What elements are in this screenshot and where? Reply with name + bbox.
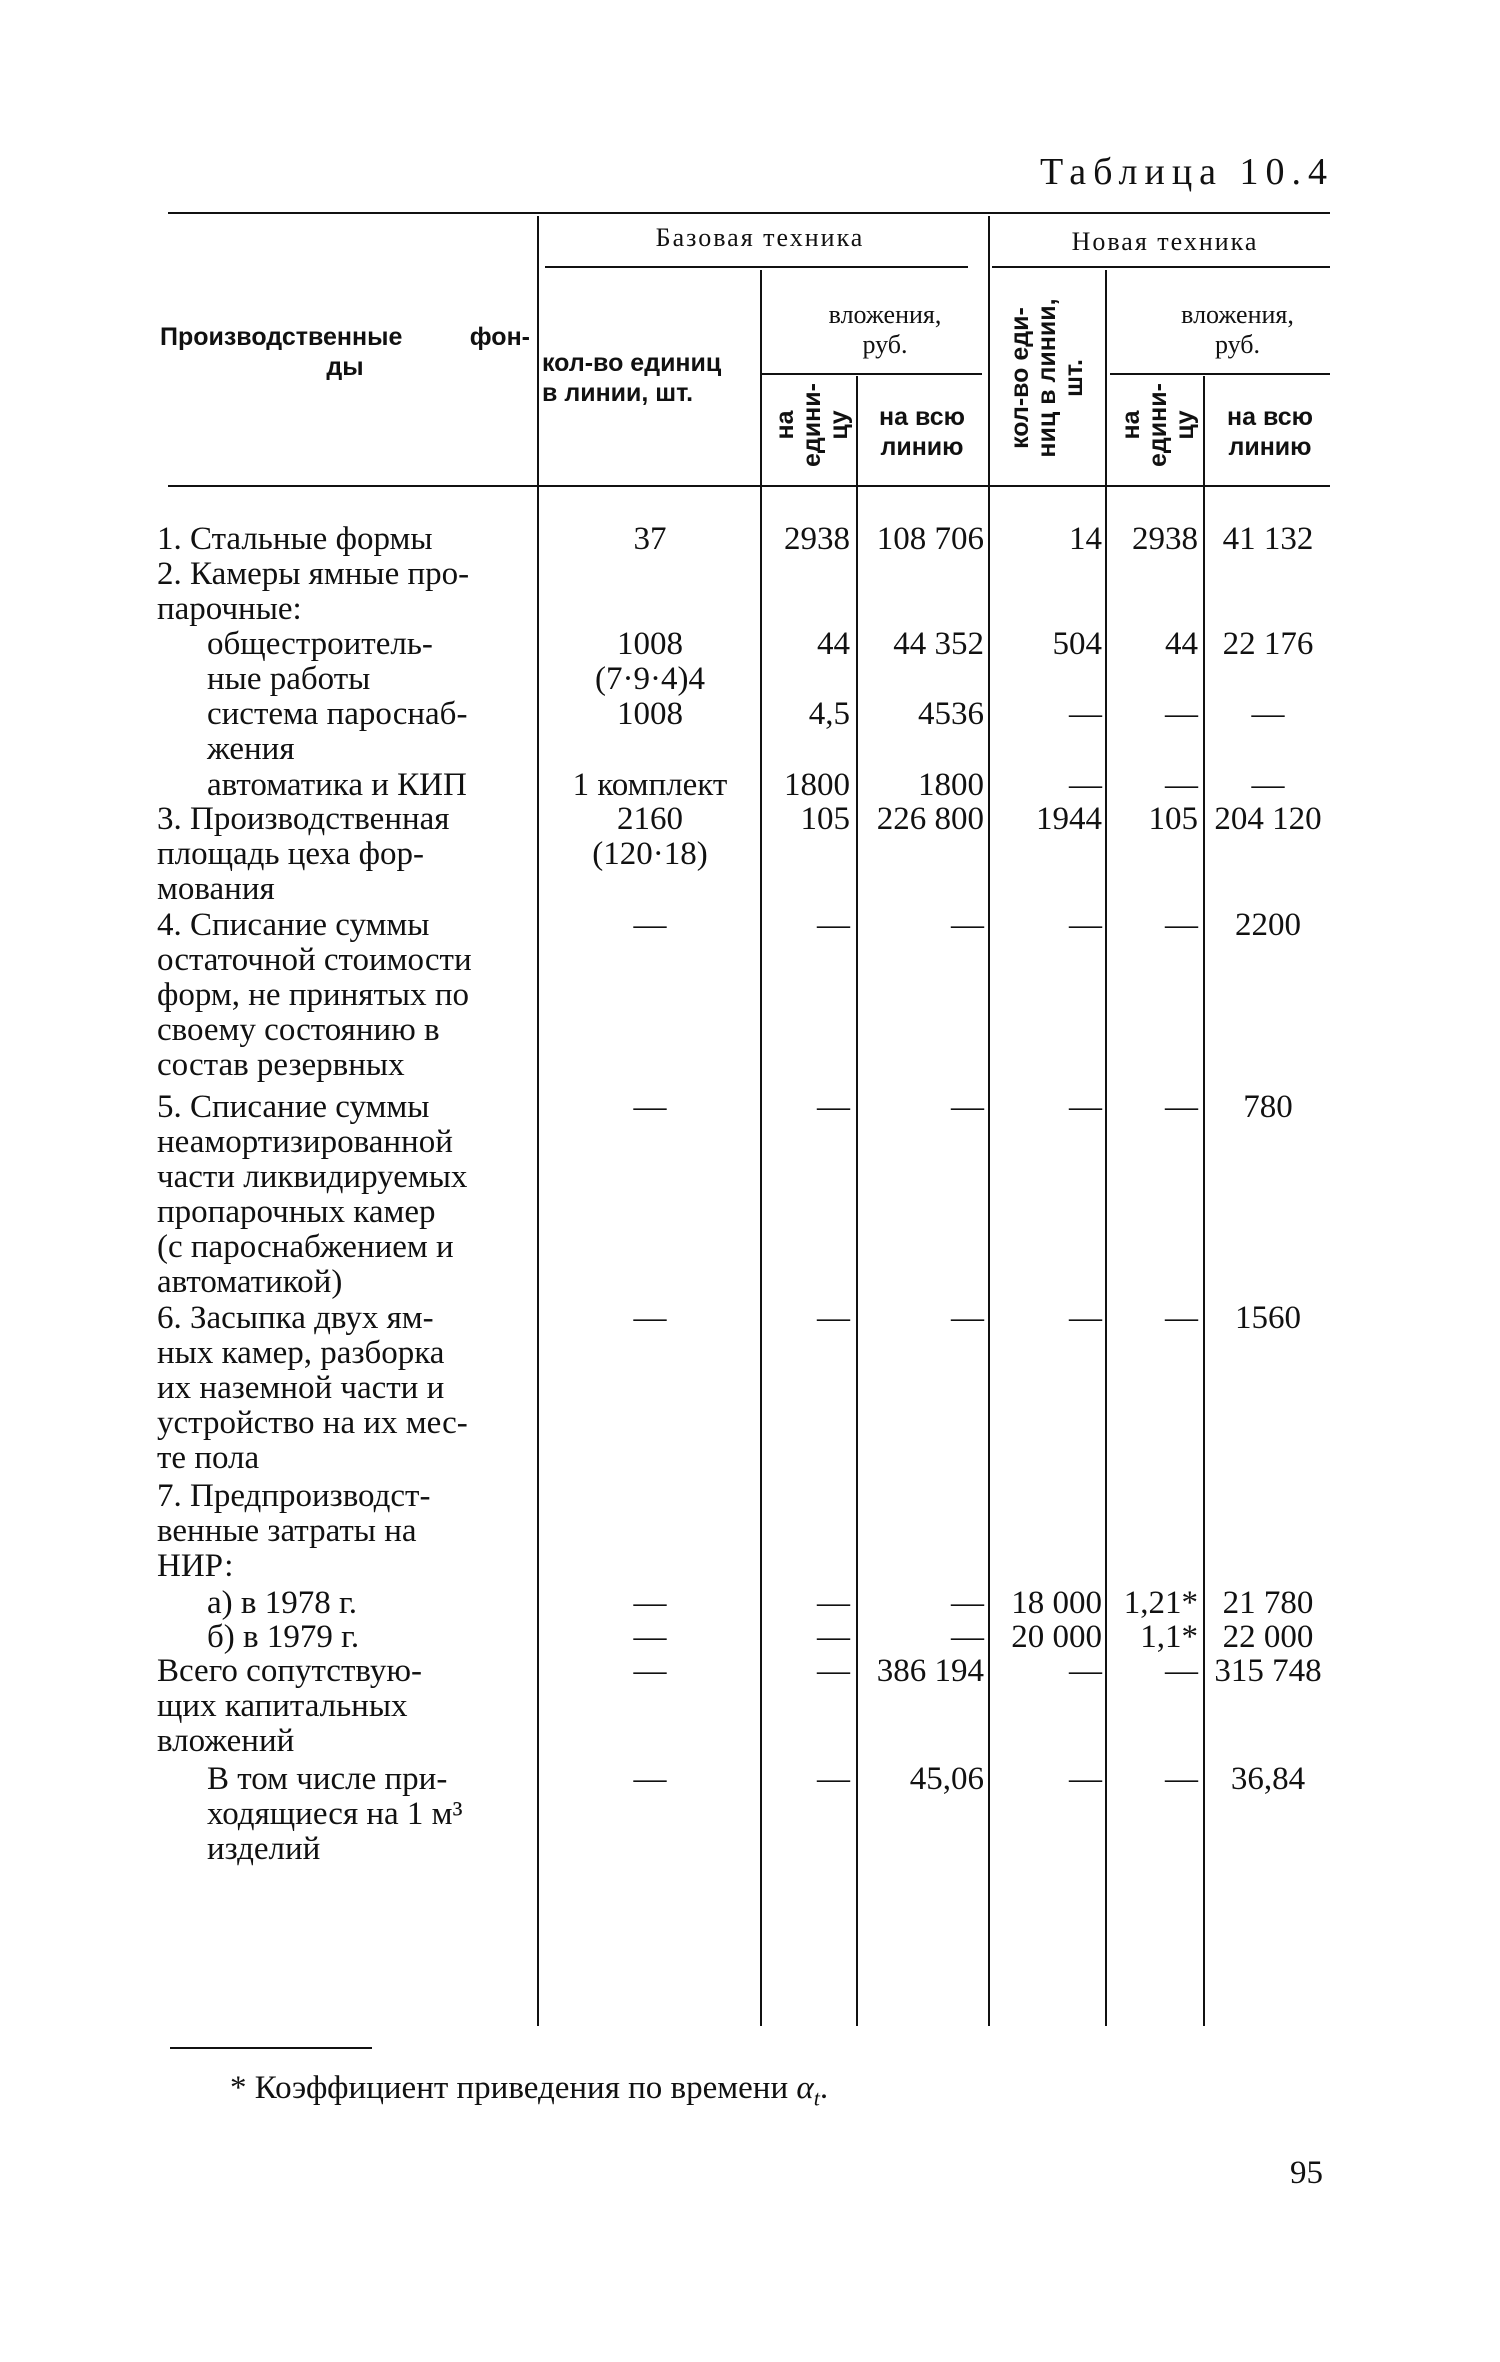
cell-value: — bbox=[1165, 1089, 1198, 1125]
cell-value: 1800 bbox=[784, 767, 850, 803]
cell-value: 1,1* bbox=[1140, 1619, 1198, 1655]
cell-value: — bbox=[817, 1761, 850, 1797]
cell-n-unit bbox=[1108, 522, 1198, 557]
cell-b-line bbox=[860, 1654, 984, 1689]
header-base-group: Базовая техника bbox=[655, 223, 865, 252]
footnote-rule bbox=[170, 2047, 372, 2049]
cell-b-line bbox=[860, 1090, 984, 1125]
cell-value: 4536 bbox=[918, 696, 984, 732]
row-label-line: 3. Производственная bbox=[157, 801, 450, 837]
base-group-rule bbox=[545, 266, 968, 268]
col-rule-6 bbox=[1203, 376, 1205, 2026]
cell-value: — bbox=[951, 1300, 984, 1336]
cell-value: 1,21* bbox=[1123, 1585, 1198, 1621]
cell-value: — bbox=[633, 1653, 667, 1689]
row-label-line: 1. Стальные формы bbox=[157, 521, 433, 557]
cell-b-qty bbox=[545, 1654, 755, 1689]
cell-n-line bbox=[1206, 1654, 1330, 1689]
row-label-line: 2. Камеры ямные про- bbox=[157, 556, 470, 592]
cell-b-qty bbox=[545, 1586, 755, 1621]
row-label-line: изделий bbox=[207, 1831, 321, 1867]
cell-value: — bbox=[1069, 767, 1102, 803]
cell-n-unit bbox=[1108, 908, 1198, 943]
row-label-line: пропарочных камер bbox=[157, 1194, 436, 1230]
cell-b-qty bbox=[545, 1090, 755, 1125]
cell-value: — bbox=[817, 1653, 850, 1689]
cell-b-unit bbox=[762, 1301, 850, 1336]
header-per-line-base-b: линию bbox=[880, 433, 964, 461]
header-qty-new bbox=[1007, 278, 1088, 478]
cell-value: — bbox=[817, 1300, 850, 1336]
header-qty-new-c: шт. bbox=[1060, 359, 1088, 397]
cell-value: 44 bbox=[1165, 626, 1198, 662]
cell-value: 105 bbox=[1148, 801, 1198, 837]
header-qty-base bbox=[542, 348, 757, 408]
cell-n-line bbox=[1206, 1090, 1330, 1125]
header-per-unit-new-b: едини- bbox=[1144, 383, 1172, 467]
cell-value: — bbox=[633, 907, 667, 943]
row-label-line: НИР: bbox=[157, 1548, 234, 1584]
cell-value: 315 748 bbox=[1214, 1653, 1322, 1689]
header-row-label bbox=[160, 322, 530, 382]
cell-n-line bbox=[1206, 1620, 1330, 1655]
cell-b-unit bbox=[762, 1762, 850, 1797]
cell-value: — bbox=[1165, 1300, 1198, 1336]
cell-b-line bbox=[860, 1620, 984, 1655]
cell-value: 386 194 bbox=[876, 1653, 984, 1689]
row-label-6 bbox=[157, 802, 529, 907]
cell-b-qty bbox=[545, 627, 755, 697]
cell-value: — bbox=[951, 1619, 984, 1655]
header-qty-base-a: кол-во единиц bbox=[542, 349, 722, 377]
cell-b-qty bbox=[545, 768, 755, 803]
header-bottom-rule bbox=[168, 485, 1330, 487]
cell-b-line bbox=[860, 802, 984, 837]
row-label-line: (с пароснабжением и bbox=[157, 1229, 454, 1265]
cell-b-line bbox=[860, 768, 984, 803]
col-rule-4 bbox=[988, 216, 990, 2026]
cell-value: 2200 bbox=[1235, 907, 1301, 943]
cell-value: 22 000 bbox=[1222, 1619, 1314, 1655]
header-qty-new-a: кол-во еди- bbox=[1006, 307, 1034, 449]
row-label-4 bbox=[207, 697, 529, 767]
row-label-14 bbox=[207, 1762, 529, 1867]
cell-value-detail: (7·9·4)4 bbox=[595, 661, 705, 697]
row-label-10 bbox=[157, 1479, 529, 1584]
header-per-unit-new bbox=[1118, 375, 1199, 475]
cell-value: 1008 bbox=[617, 696, 683, 732]
header-invest-new-a: вложения, bbox=[1181, 300, 1294, 329]
header-per-unit-new-a: на bbox=[1117, 410, 1145, 440]
cell-n-line bbox=[1206, 908, 1330, 943]
row-label-line: их наземной части и bbox=[157, 1370, 445, 1406]
row-label-2 bbox=[157, 557, 529, 627]
cell-b-unit bbox=[762, 1620, 850, 1655]
cell-b-line bbox=[860, 627, 984, 662]
header-per-unit-base-b: едини- bbox=[798, 383, 826, 467]
cell-b-line bbox=[860, 697, 984, 732]
cell-value: 1 комплект bbox=[572, 767, 728, 803]
cell-value: — bbox=[817, 907, 850, 943]
cell-b-qty bbox=[545, 1620, 755, 1655]
cell-value: — bbox=[817, 1585, 850, 1621]
cell-value: — bbox=[633, 1300, 667, 1336]
header-qty-new-b: ниц в линии, bbox=[1033, 298, 1061, 458]
cell-value: 2938 bbox=[784, 521, 850, 557]
cell-n-qty bbox=[992, 1586, 1102, 1621]
header-per-unit-base-a: на bbox=[771, 410, 799, 440]
row-label-7 bbox=[157, 908, 529, 1083]
cell-b-qty bbox=[545, 802, 755, 872]
cell-value: — bbox=[1069, 1089, 1102, 1125]
cell-value: — bbox=[633, 1619, 667, 1655]
cell-n-unit bbox=[1108, 1586, 1198, 1621]
cell-n-qty bbox=[992, 1090, 1102, 1125]
cell-value: — bbox=[633, 1585, 667, 1621]
cell-value: — bbox=[1251, 696, 1285, 732]
table-title: Таблица 10.4 bbox=[1040, 151, 1335, 193]
cell-value: 22 176 bbox=[1222, 626, 1314, 662]
row-label-line: 4. Списание суммы bbox=[157, 907, 430, 943]
cell-value: — bbox=[1069, 1653, 1102, 1689]
cell-value: 226 800 bbox=[876, 801, 984, 837]
header-row-label-a: Производственные bbox=[160, 323, 403, 351]
top-rule bbox=[168, 212, 1330, 214]
header-row-label-b: фон- bbox=[469, 323, 530, 351]
header-per-unit-base bbox=[772, 375, 853, 475]
row-label-line: 7. Предпроизводст- bbox=[157, 1478, 431, 1514]
row-label-line: 6. Засыпка двух ям- bbox=[157, 1300, 434, 1336]
cell-value: — bbox=[951, 1585, 984, 1621]
cell-value: 204 120 bbox=[1214, 801, 1322, 837]
row-label-line: площадь цеха фор- bbox=[157, 836, 424, 872]
cell-b-unit bbox=[762, 697, 850, 732]
header-invest-base-b: руб. bbox=[862, 330, 908, 359]
row-label-9 bbox=[157, 1301, 529, 1476]
header-per-line-new bbox=[1210, 402, 1330, 462]
row-label-line: устройство на их мес- bbox=[157, 1405, 468, 1441]
cell-n-qty bbox=[992, 1301, 1102, 1336]
cell-n-qty bbox=[992, 908, 1102, 943]
cell-b-unit bbox=[762, 1090, 850, 1125]
row-label-line: вложений bbox=[157, 1723, 295, 1759]
cell-value: — bbox=[1165, 696, 1198, 732]
row-label-line: общестроитель- bbox=[207, 626, 433, 662]
cell-b-unit bbox=[762, 1654, 850, 1689]
cell-b-unit bbox=[762, 908, 850, 943]
cell-value: — bbox=[951, 1089, 984, 1125]
cell-b-unit bbox=[762, 1586, 850, 1621]
row-label-line: неамортизированной bbox=[157, 1124, 453, 1160]
cell-n-qty bbox=[992, 802, 1102, 837]
cell-value: 4,5 bbox=[808, 696, 850, 732]
cell-b-unit bbox=[762, 802, 850, 837]
row-label-1 bbox=[157, 522, 529, 557]
row-label-line: щих капитальных bbox=[157, 1688, 408, 1724]
col-rule-5 bbox=[1105, 270, 1107, 2026]
col-rule-1 bbox=[537, 216, 539, 2026]
new-group-rule bbox=[992, 266, 1330, 268]
header-row-label-c: ды bbox=[326, 353, 364, 381]
cell-n-line bbox=[1206, 1762, 1330, 1797]
row-label-5 bbox=[207, 768, 529, 803]
cell-value: 105 bbox=[800, 801, 850, 837]
row-label-line: Всего сопутствую- bbox=[157, 1653, 422, 1689]
cell-b-qty bbox=[545, 1762, 755, 1797]
cell-value: 2938 bbox=[1132, 521, 1198, 557]
cell-n-line bbox=[1206, 1301, 1330, 1336]
cell-value: — bbox=[633, 1761, 667, 1797]
header-per-line-new-a: на всю bbox=[1227, 403, 1313, 431]
cell-n-qty bbox=[992, 1654, 1102, 1689]
header-qty-base-b: в линии, шт. bbox=[542, 379, 694, 407]
row-label-line: система пароснаб- bbox=[207, 696, 468, 732]
cell-value: 44 bbox=[817, 626, 850, 662]
cell-n-unit bbox=[1108, 627, 1198, 662]
cell-value: 18 000 bbox=[1011, 1585, 1102, 1621]
header-per-line-new-b: линию bbox=[1228, 433, 1312, 461]
row-label-line: своему состоянию в bbox=[157, 1012, 440, 1048]
cell-value: — bbox=[1165, 1653, 1198, 1689]
cell-value: 504 bbox=[1052, 626, 1102, 662]
header-per-unit-base-c: цу bbox=[825, 410, 853, 440]
alpha-symbol: $\alpha_t$ bbox=[796, 2070, 820, 2111]
row-label-line: части ликвидируемых bbox=[157, 1159, 468, 1195]
row-label-line: остаточной стоимости bbox=[157, 942, 472, 978]
cell-value: — bbox=[951, 907, 984, 943]
cell-b-unit bbox=[762, 627, 850, 662]
cell-value: 108 706 bbox=[876, 521, 984, 557]
header-new-group: Новая техника bbox=[1071, 227, 1259, 256]
cell-n-line bbox=[1206, 627, 1330, 662]
row-label-8 bbox=[157, 1090, 529, 1300]
row-label-line: состав резервных bbox=[157, 1047, 405, 1083]
cell-value: 41 132 bbox=[1222, 521, 1314, 557]
cell-n-qty bbox=[992, 627, 1102, 662]
cell-value-detail: (120·18) bbox=[592, 836, 708, 872]
cell-value: 780 bbox=[1243, 1089, 1293, 1125]
cell-b-line bbox=[860, 908, 984, 943]
cell-n-unit bbox=[1108, 1620, 1198, 1655]
cell-n-qty bbox=[992, 768, 1102, 803]
cell-b-line bbox=[860, 1586, 984, 1621]
cell-b-line bbox=[860, 1301, 984, 1336]
cell-value: 1800 bbox=[918, 767, 984, 803]
row-label-line: 5. Списание суммы bbox=[157, 1089, 430, 1125]
header-invest-base bbox=[800, 300, 970, 360]
cell-n-unit bbox=[1108, 1090, 1198, 1125]
row-label-line: автоматикой) bbox=[157, 1264, 343, 1300]
cell-value: — bbox=[633, 1089, 667, 1125]
row-label-line: форм, не принятых по bbox=[157, 977, 469, 1013]
cell-value: — bbox=[817, 1089, 850, 1125]
row-label-line: а) в 1978 г. bbox=[207, 1585, 358, 1621]
row-label-line: мования bbox=[157, 871, 275, 907]
row-label-line: венные затраты на bbox=[157, 1513, 417, 1549]
cell-n-qty bbox=[992, 522, 1102, 557]
cell-n-qty bbox=[992, 1620, 1102, 1655]
cell-b-qty bbox=[545, 522, 755, 557]
row-label-13 bbox=[157, 1654, 529, 1759]
cell-value: 1008 bbox=[617, 626, 683, 662]
cell-n-qty bbox=[992, 697, 1102, 732]
col-rule-3 bbox=[856, 376, 858, 2026]
cell-n-line bbox=[1206, 697, 1330, 732]
cell-b-qty bbox=[545, 697, 755, 732]
cell-n-qty bbox=[992, 1762, 1102, 1797]
page-number: 95 bbox=[1290, 2155, 1323, 2191]
cell-n-unit bbox=[1108, 1654, 1198, 1689]
cell-n-unit bbox=[1108, 1762, 1198, 1797]
cell-value: — bbox=[1069, 696, 1102, 732]
cell-value: 44 352 bbox=[893, 626, 984, 662]
cell-value: — bbox=[1069, 907, 1102, 943]
row-label-3 bbox=[207, 627, 529, 697]
row-label-line: ходящиеся на 1 м³ bbox=[207, 1796, 463, 1832]
header-invest-base-a: вложения, bbox=[828, 300, 942, 329]
header-per-line-base bbox=[862, 402, 982, 462]
cell-b-line bbox=[860, 522, 984, 557]
cell-value: — bbox=[1069, 1761, 1102, 1797]
header-per-line-base-a: на всю bbox=[879, 403, 965, 431]
cell-value: — bbox=[1165, 907, 1198, 943]
cell-n-line bbox=[1206, 768, 1330, 803]
cell-value: 21 780 bbox=[1222, 1585, 1314, 1621]
row-label-line: ные работы bbox=[207, 661, 371, 697]
row-label-line: жения bbox=[207, 731, 295, 767]
cell-n-line bbox=[1206, 802, 1330, 837]
row-label-line: В том числе при- bbox=[207, 1761, 448, 1797]
cell-value: 2160 bbox=[617, 801, 683, 837]
cell-n-unit bbox=[1108, 697, 1198, 732]
cell-value: — bbox=[817, 1619, 850, 1655]
cell-b-unit bbox=[762, 768, 850, 803]
cell-b-line bbox=[860, 1762, 984, 1797]
row-label-line: б) в 1979 г. bbox=[207, 1619, 360, 1655]
cell-n-line bbox=[1206, 1586, 1330, 1621]
cell-n-line bbox=[1206, 522, 1330, 557]
header-invest-new-b: руб. bbox=[1214, 330, 1261, 359]
cell-value: — bbox=[1165, 767, 1198, 803]
footnote: * Коэффициент приведения по времени $\alpha_t$. bbox=[230, 2070, 829, 2111]
cell-value: 45,06 bbox=[909, 1761, 984, 1797]
row-label-line: автоматика и КИП bbox=[207, 767, 467, 803]
cell-value: — bbox=[1069, 1300, 1102, 1336]
cell-value: 37 bbox=[633, 521, 667, 557]
row-label-line: те пола bbox=[157, 1440, 260, 1476]
cell-n-unit bbox=[1108, 768, 1198, 803]
row-label-11 bbox=[207, 1586, 529, 1621]
header-per-unit-new-c: цу bbox=[1171, 410, 1199, 440]
cell-n-unit bbox=[1108, 802, 1198, 837]
header-invest-new bbox=[1145, 300, 1330, 360]
cell-b-qty bbox=[545, 1301, 755, 1336]
cell-n-unit bbox=[1108, 1301, 1198, 1336]
cell-value: 14 bbox=[1069, 521, 1102, 557]
cell-b-unit bbox=[762, 522, 850, 557]
row-label-line: ных камер, разборка bbox=[157, 1335, 445, 1371]
cell-value: 1944 bbox=[1036, 801, 1102, 837]
row-label-12 bbox=[207, 1620, 529, 1655]
cell-value: — bbox=[1165, 1761, 1198, 1797]
cell-b-qty bbox=[545, 908, 755, 943]
cell-value: 36,84 bbox=[1230, 1761, 1306, 1797]
row-label-line: парочные: bbox=[157, 591, 302, 627]
cell-value: — bbox=[1251, 767, 1285, 803]
cell-value: 20 000 bbox=[1011, 1619, 1102, 1655]
cell-value: 1560 bbox=[1235, 1300, 1301, 1336]
